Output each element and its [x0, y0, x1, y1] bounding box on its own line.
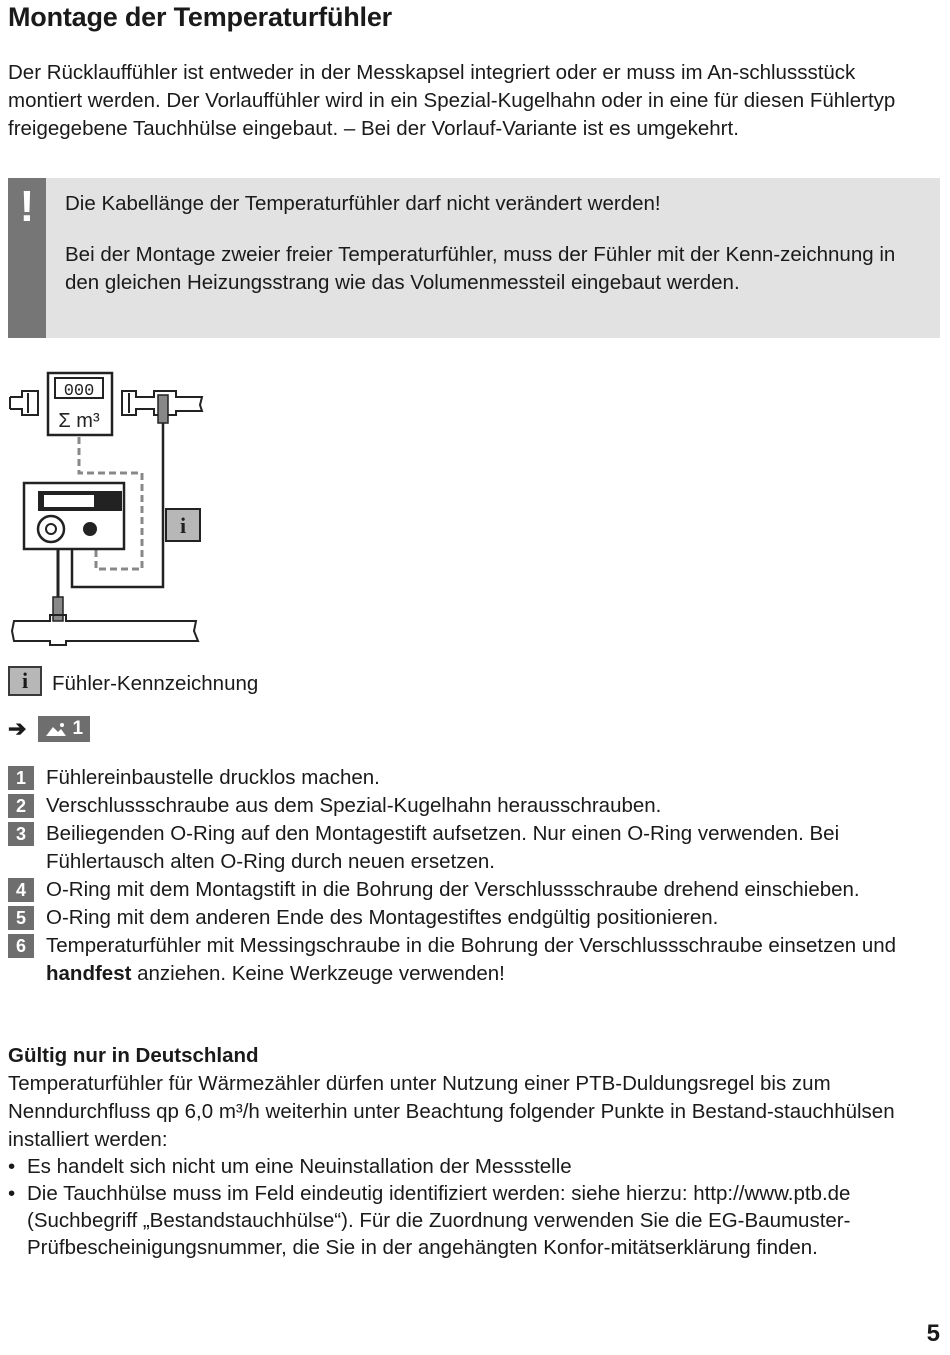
pipe-top-left — [10, 391, 38, 415]
figure-reference — [8, 716, 90, 742]
step-number: 2 — [8, 794, 34, 818]
legend-label: Fühler-Kennzeichnung — [52, 672, 259, 695]
pipe-bottom — [12, 615, 198, 645]
sensor-top — [158, 395, 168, 423]
bullet-text: Es handelt sich nicht um eine Neuinstallation der Messstelle — [27, 1155, 572, 1178]
step-number: 5 — [8, 906, 34, 930]
list-item — [8, 1180, 928, 1261]
exclamation-icon: ! — [19, 182, 35, 231]
sensor-info-tag — [166, 509, 200, 541]
calculator-unit — [24, 483, 124, 549]
figure-badge — [38, 716, 90, 742]
page-number: 5 — [926, 1320, 940, 1347]
meter-display — [48, 373, 112, 435]
step-item — [8, 904, 928, 932]
step-text: O-Ring mit dem Montagstift in die Bohrung der Verschlussschraube drehend einschieben. — [46, 878, 860, 901]
arrow-right-icon: ➔ — [8, 716, 27, 741]
intro-text: Der Rücklauffühler ist entweder in der Messkapsel integriert oder er muss im An-schlussstück montiert werden. Der Vorlauffühler wird in ein Spezial-Kugelhahn oder in eine für diesen Fühlertyp freigegebene Tauchhülse eingebaut. – Bei der Vorlauf-Variante ist es umgekehrt. — [8, 61, 896, 140]
list-item — [8, 1153, 928, 1180]
step-text: Fühlereinbaustelle drucklos machen. — [46, 766, 380, 789]
germany-paragraph — [8, 1070, 928, 1154]
bullet-icon: • — [8, 1182, 16, 1205]
step-item — [8, 932, 928, 988]
step-number: 1 — [8, 766, 34, 790]
intro-paragraph — [8, 59, 928, 143]
step-text-part: anziehen. Keine Werkzeuge verwenden! — [131, 962, 505, 985]
step-text: O-Ring mit dem anderen Ende des Montagestiftes endgültig positionieren. — [46, 906, 719, 929]
warning-line-1: Die Kabellänge der Temperaturfühler darf nicht verändert werden! — [65, 192, 661, 215]
warning-text — [65, 190, 925, 297]
figure-number: 1 — [72, 718, 84, 739]
germany-bullet-list — [8, 1153, 928, 1261]
step-text: Verschlussschraube aus dem Spezial-Kugelhahn herausschrauben. — [46, 794, 662, 817]
page-title: Montage der Temperaturfühler — [8, 2, 392, 32]
warning-bar — [8, 178, 46, 338]
step-text-part: Temperaturfühler mit Messingschraube in die Bohrung der Verschlussschraube einsetzen und — [46, 934, 897, 957]
step-number: 4 — [8, 878, 34, 902]
step-text: Beiliegenden O-Ring auf den Montagestift aufsetzen. Nur einen O-Ring verwenden. Bei Fühlertausch alten O-Ring durch neuen ersetzen. — [46, 822, 840, 873]
step-item — [8, 876, 928, 904]
step-number: 3 — [8, 822, 34, 846]
info-tag-icon: i — [179, 513, 187, 538]
germany-text: Temperaturfühler für Wärmezähler dürfen unter Nutzung einer PTB-Duldungsregel bis zum Nenndurchfluss qp 6,0 m³/h weiterhin unter Beachtung folgender Punkte in Bestand-stauchhülsen installiert werden: — [8, 1072, 895, 1151]
display-unit: Σ m³ — [58, 410, 100, 432]
step-list — [8, 764, 928, 988]
sensor-bottom — [53, 597, 63, 621]
step-text — [46, 932, 928, 988]
step-number: 6 — [8, 934, 34, 958]
germany-heading: Gültig nur in Deutschland — [8, 1044, 259, 1067]
sensor-marking-legend — [8, 660, 258, 696]
warning-box — [8, 178, 940, 338]
warning-line-2: Bei der Montage zweier freier Temperaturfühler, muss der Fühler mit der Kenn-zeichnung in den gleichen Heizungsstrang wie das Volumenmessteil eingebaut werden. — [65, 243, 896, 294]
step-item — [8, 820, 928, 876]
display-digits: 000 — [63, 382, 95, 401]
info-icon: i — [8, 666, 42, 696]
step-item — [8, 792, 928, 820]
installation-diagram — [0, 365, 260, 655]
bullet-icon: • — [8, 1155, 16, 1178]
step-text-emphasis: handfest — [46, 962, 132, 985]
bullet-text: Die Tauchhülse muss im Feld eindeutig identifiziert werden: siehe hierzu: http://www.ptb.de (Suchbegriff „Bestandstauchhülse“). Für die Zuordnung verwenden Sie die EG-Baumuster-Prüfbescheinigungsnummer, die Sie in der angehängten Konfor-mitätserklärung finden. — [27, 1182, 851, 1259]
step-item — [8, 764, 928, 792]
image-icon — [45, 721, 67, 737]
